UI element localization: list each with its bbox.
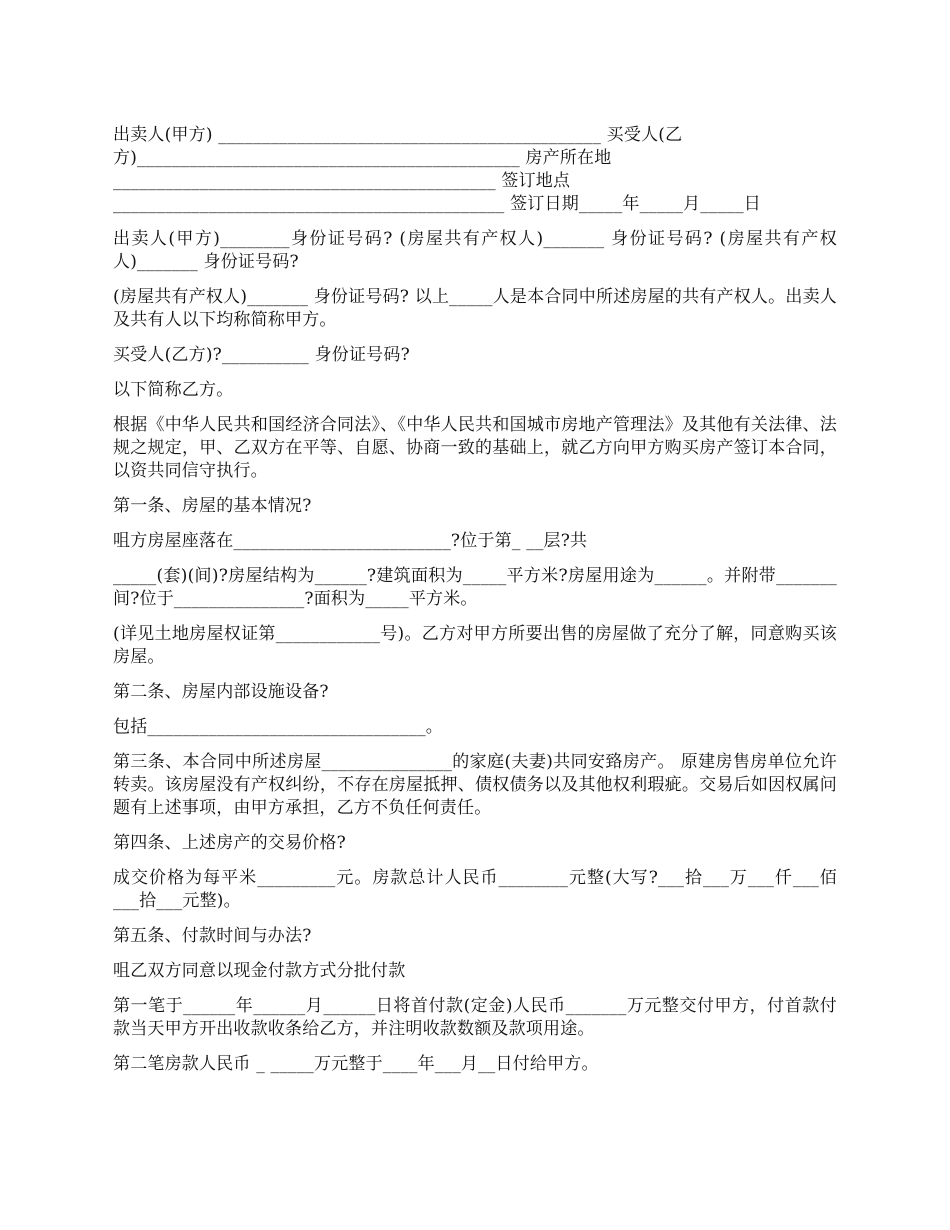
article-5-method: 咀乙双方同意以现金付款方式分批付款 <box>113 961 406 981</box>
header-line-seller: 出卖人(甲方) ____________________________________________ 买受人(乙 <box>113 125 683 145</box>
header-line-buyer: 方)____________________________________________ 房产所在地 <box>113 148 612 168</box>
article-5-heading: 第五条、付款时间与办法? <box>113 926 312 946</box>
article-1-certificate: (详见土地房屋权证第____________号)。乙方对甲方所要出售的房屋做了充分了解，同意购买该房屋。 <box>113 624 837 667</box>
contract-header <box>113 124 837 216</box>
article-1-heading: 第一条、房屋的基本情况? <box>113 496 312 516</box>
paragraph-buyer-info: 买受人(乙方)?__________ 身份证号码? <box>113 345 410 365</box>
paragraph-legal-basis: 根据《中华人民共和国经济合同法》、《中华人民共和国城市房地产管理法》及其他有关法律、法规之规定，甲、乙双方在平等、自愿、协商一致的基础上，就乙方向甲方购买房产签订本合同，以资共同信守执行。 <box>113 415 837 481</box>
article-2-content: 包括________________________________。 <box>113 717 443 737</box>
contract-body <box>113 124 837 1088</box>
article-2-heading: 第二条、房屋内部设施设备? <box>113 682 329 702</box>
article-3-content: 第三条、本合同中所述房屋_______________的家庭(夫妻)共同安臵房产。 原建房售房单位允许转卖。该房屋没有产权纠纷，不存在房屋抵押、债权债务以及其他权利瑕疵。交易后如因权属问题有上述事项，由甲方承担，乙方不负任何责任。 <box>113 752 837 818</box>
article-1-location: 咀方房屋座落在_________________________?位于第_ __层?共 <box>113 531 588 551</box>
paragraph-seller-info: 出卖人(甲方)________身份证号码? (房屋共有产权人)_______ 身份证号码? (房屋共有产权人)_______ 身份证号码? <box>113 229 837 272</box>
article-1-details: _____(套)(间)?房屋结构为______?建筑面积为_____平方米?房屋用途为______。并附带_______间?位于_______________?面积为_____平方米。 <box>113 566 837 609</box>
article-4-price: 成交价格为每平米_________元。房款总计人民币________元整(大写?___拾___万___仟___佰___拾___元整)。 <box>113 868 837 911</box>
article-5-second-payment: 第二笔房款人民币 _ _____万元整于____年___月__日付给甲方。 <box>113 1054 599 1074</box>
paragraph-co-owners: (房屋共有产权人)_______ 身份证号码? 以上_____人是本合同中所述房屋的共有产权人。出卖人及共有人以下均称简称甲方。 <box>113 287 837 330</box>
header-line-date: _____________________________________________ 签订日期_____年_____月_____日 <box>113 194 762 214</box>
article-5-first-payment: 第一笔于______年______月______日将首付款(定金)人民币_______万元整交付甲方，付首款付款当天甲方开出收款收条给乙方，并注明收款数额及款项用途。 <box>113 996 837 1039</box>
header-line-location: ____________________________________________ 签订地点 <box>113 171 571 191</box>
article-4-heading: 第四条、上述房产的交易价格? <box>113 833 346 853</box>
paragraph-buyer-alias: 以下简称乙方。 <box>113 380 234 400</box>
